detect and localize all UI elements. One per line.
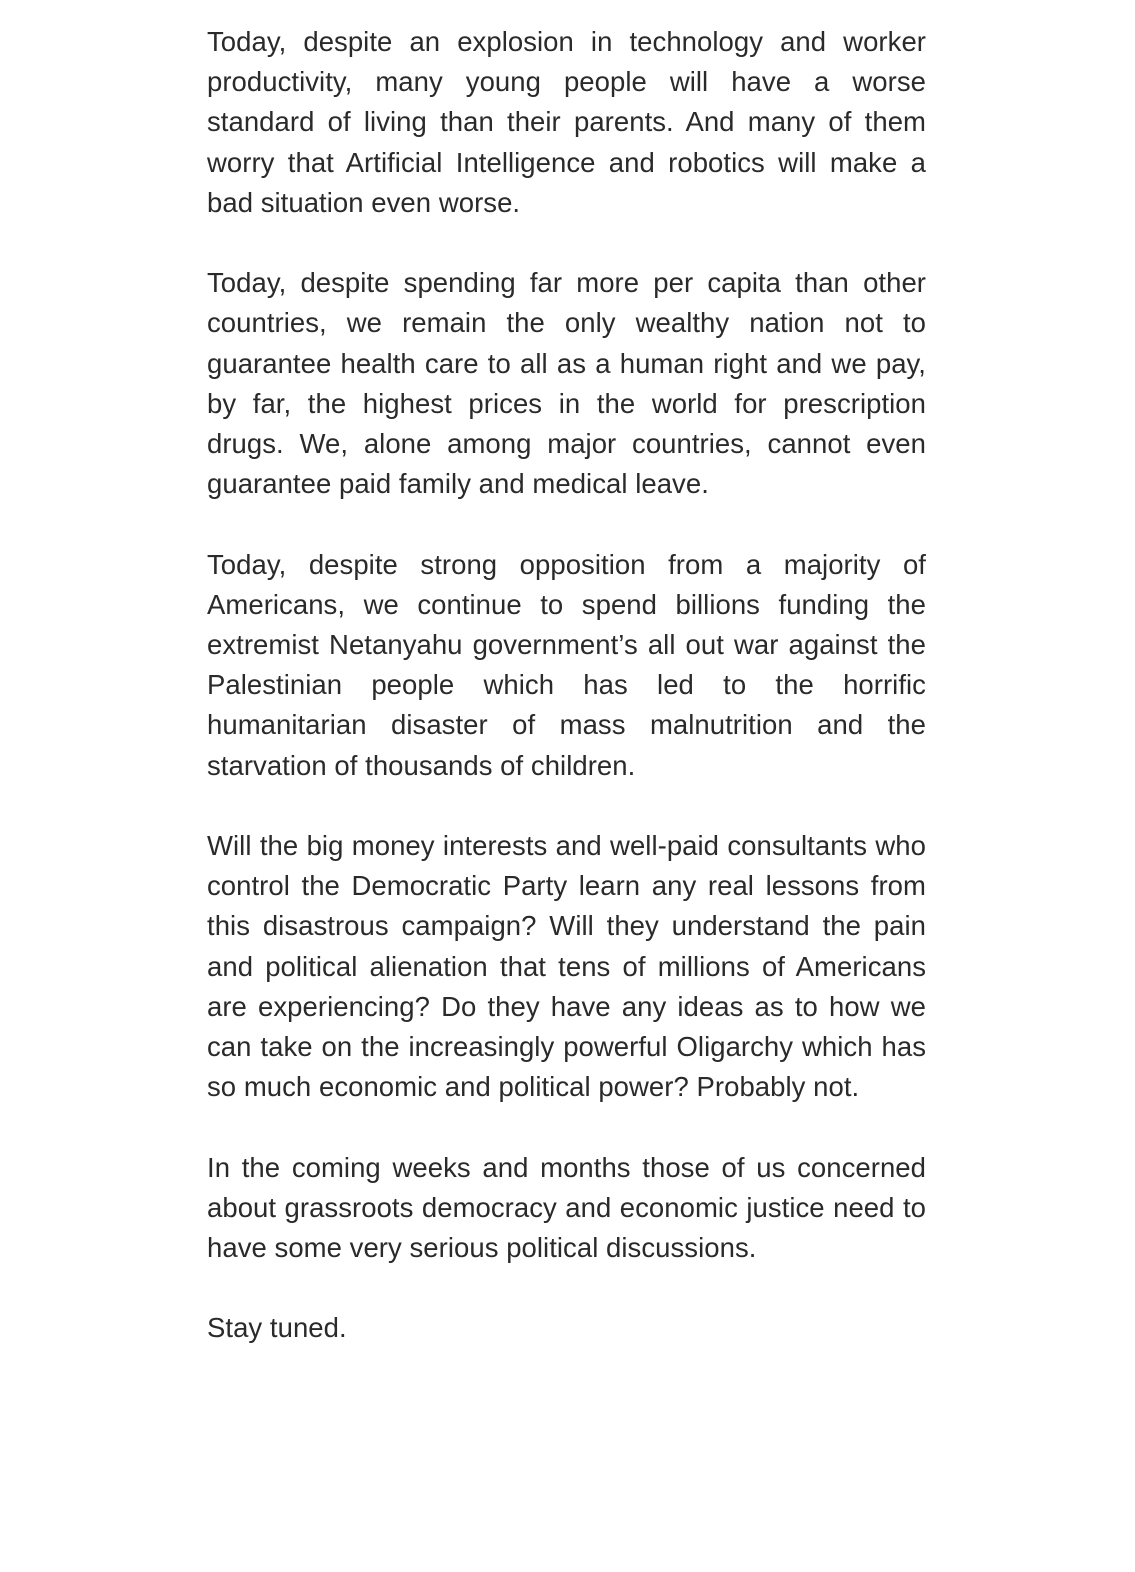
paragraph-technology-productivity: Today, despite an explosion in technology and worker productivity, many young people will have a worse standard of living than their parents. And many of them worry that Artificial Intelligence and robotics will make a bad situation even worse. bbox=[207, 26, 926, 218]
paragraph-stay-tuned: Stay tuned. bbox=[207, 1312, 347, 1344]
paragraph-democratic-party: Will the big money interests and well-paid consultants who control the Democratic Party learn any real lessons from this disastrous campaign? Will they understand the pain and political alienation that tens of millions of Americans are experiencing? Do they have any ideas as to how we can take on the increasingly powerful Oligarchy which has so much economic and political power? Probably not. bbox=[207, 830, 926, 1103]
paragraph-foreign-policy: Today, despite strong opposition from a majority of Americans, we continue to spend billions funding the extremist Netanyahu government’s all out war against the Palestinian people which has led to the horrific humanitarian disaster of mass malnutrition and the starvation of thousands of children. bbox=[207, 548, 926, 781]
paragraph-health-care: Today, despite spending far more per capita than other countries, we remain the only wealthy nation not to guarantee health care to all as a human right and we pay, by far, the highest prices in the world for prescription drugs. We, alone among major countries, cannot even guarantee paid family and medical leave. bbox=[207, 267, 926, 500]
document-body bbox=[207, 22, 926, 1389]
paragraph-coming-weeks: In the coming weeks and months those of us concerned about grassroots democracy and economic justice need to have some very serious political discussions. bbox=[207, 1151, 926, 1264]
